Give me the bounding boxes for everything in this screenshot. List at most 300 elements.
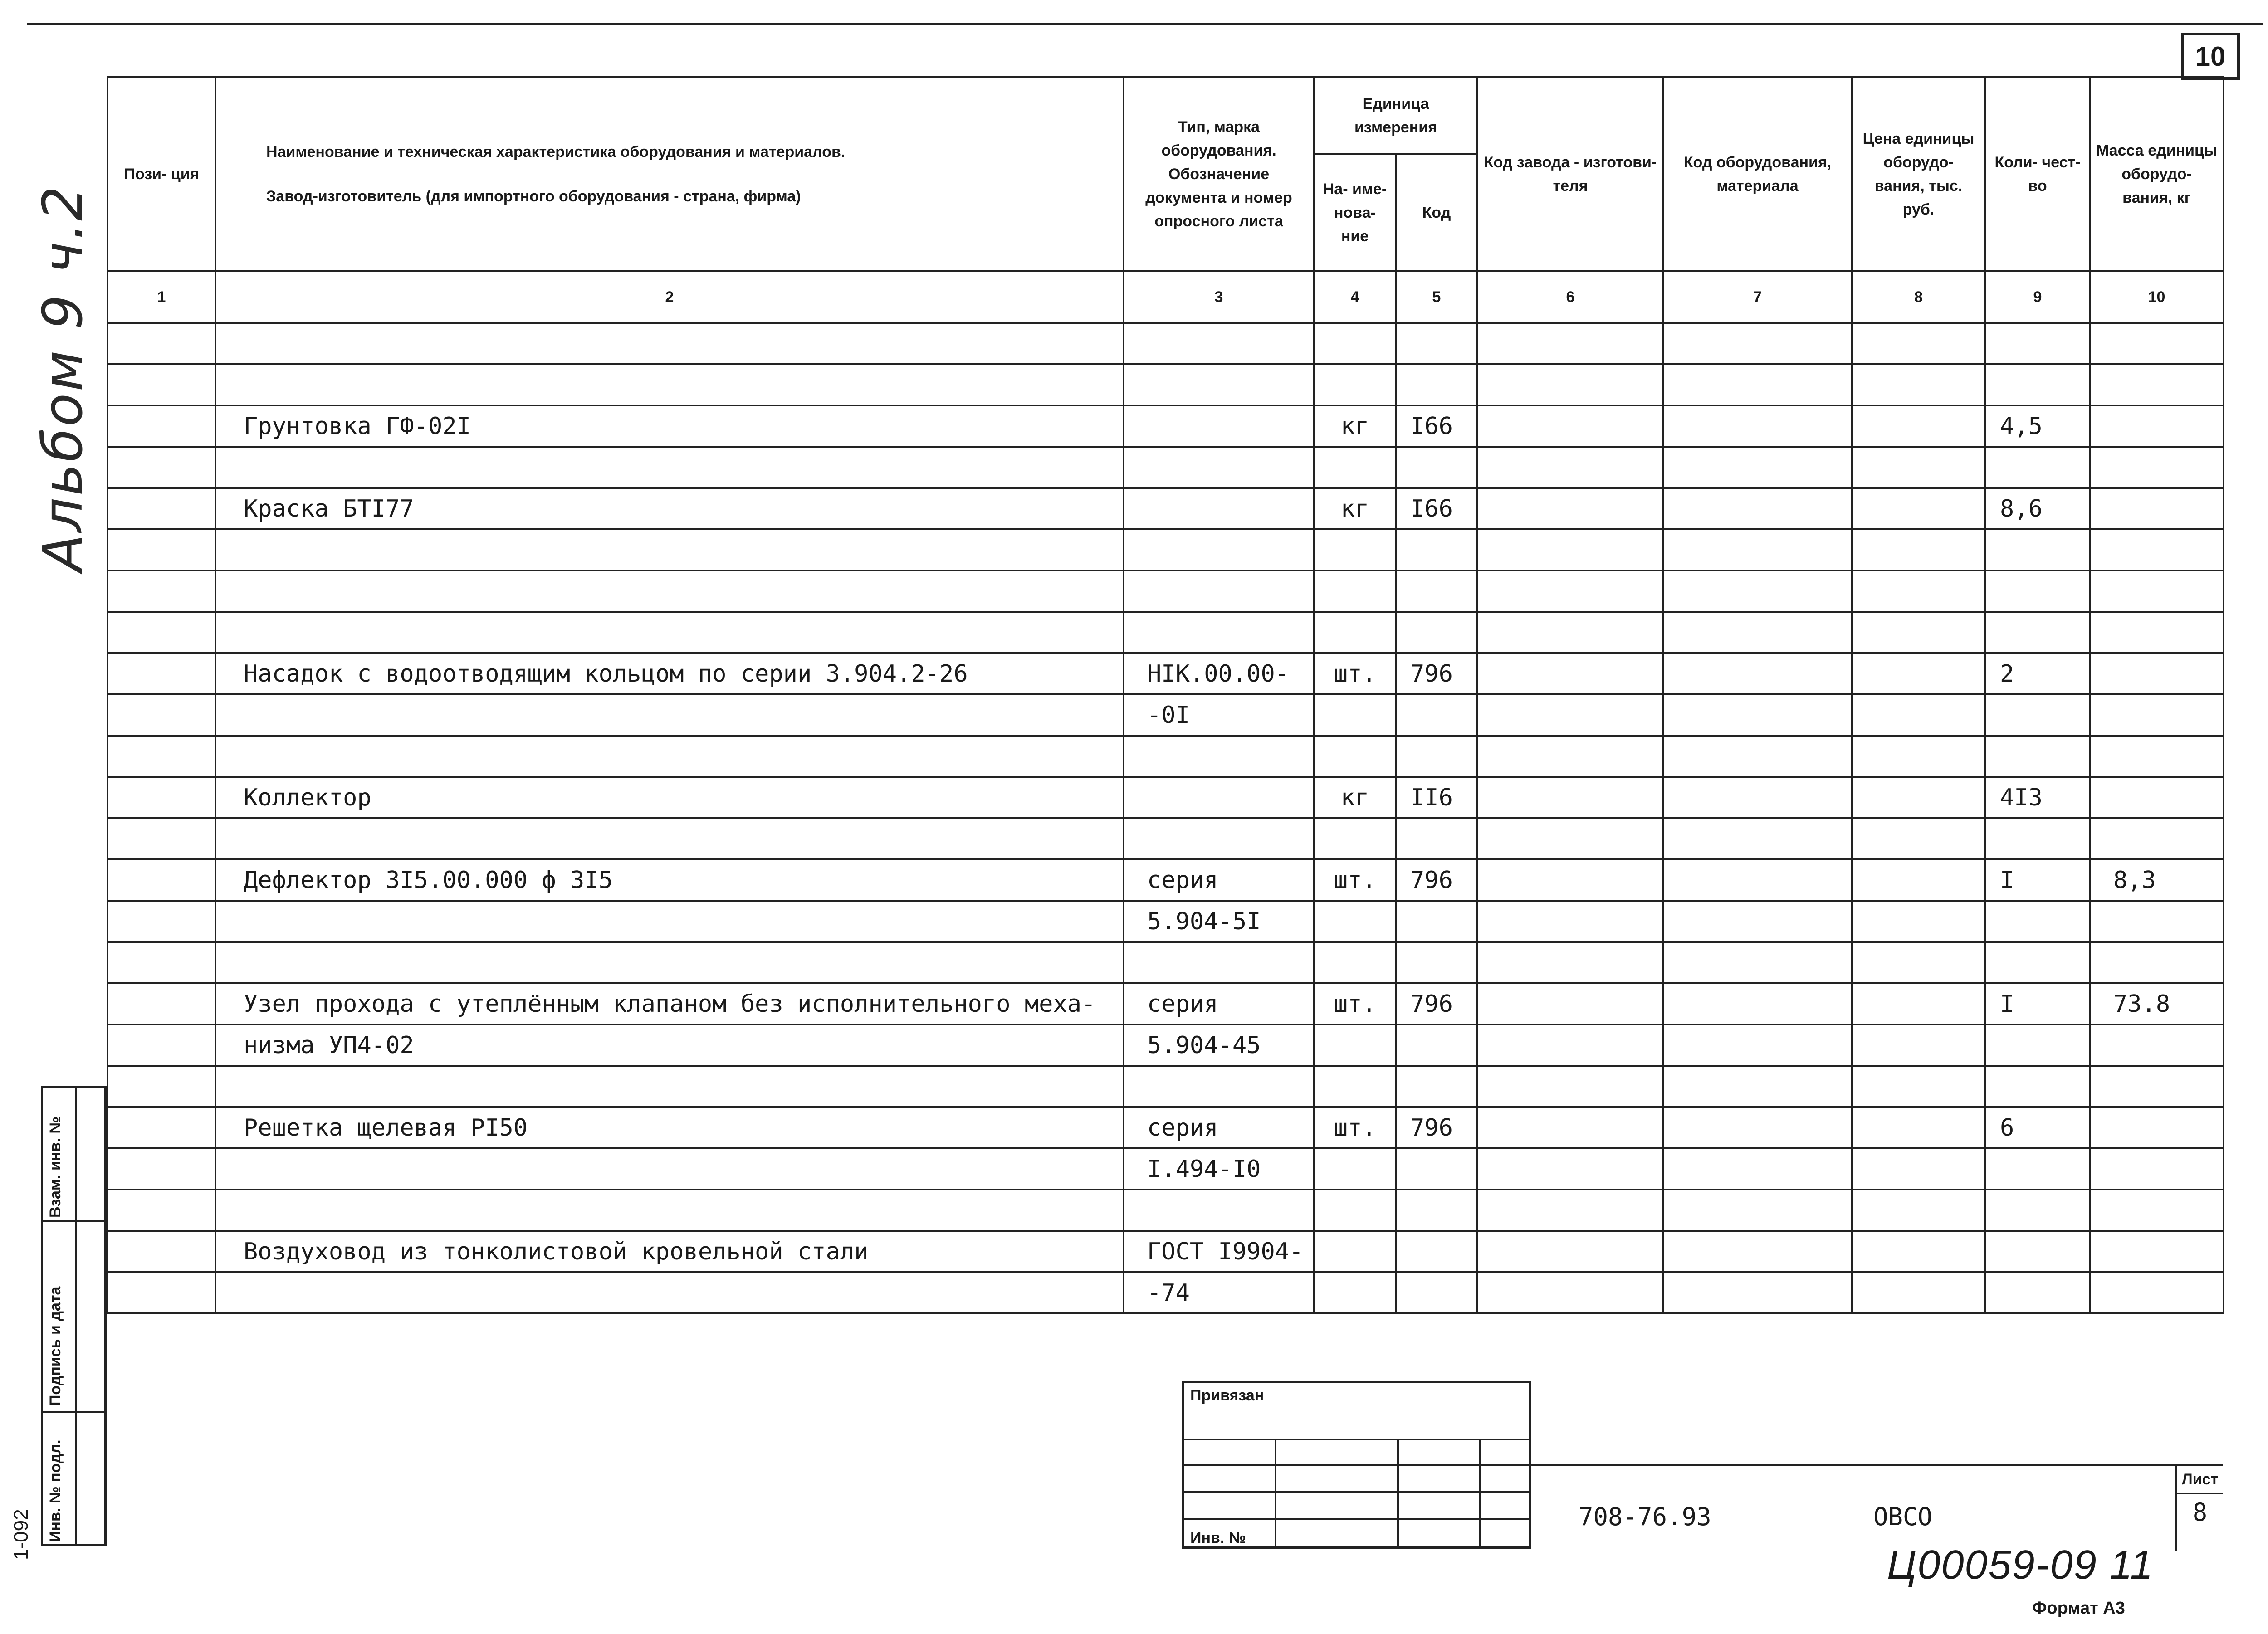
cell-name xyxy=(215,736,1124,777)
cell-mass: 8,3 xyxy=(2090,859,2224,901)
cell-quantity xyxy=(1985,942,2090,983)
cell-factory-code xyxy=(1477,1107,1663,1148)
cell-name: Решетка щелевая PI50 xyxy=(215,1107,1124,1148)
cell-name xyxy=(215,529,1124,571)
cell-type xyxy=(1124,1190,1314,1231)
edge-note: 1-092 xyxy=(10,1509,32,1560)
cell-quantity: I xyxy=(1985,859,2090,901)
title-block xyxy=(1531,1464,2223,1549)
cell-position xyxy=(108,777,215,818)
cell-quantity xyxy=(1985,612,2090,653)
cell-quantity xyxy=(1985,323,2090,364)
top-border-line xyxy=(27,23,2263,25)
cell-unit-code: I66 xyxy=(1396,488,1477,529)
cell-unit-name: кг xyxy=(1314,405,1396,447)
column-number: 2 xyxy=(215,271,1124,323)
cell-price xyxy=(1852,1272,1985,1313)
header-mass: Масса единицы оборудо- вания, кг xyxy=(2090,77,2224,271)
cell-unit-code: 796 xyxy=(1396,1107,1477,1148)
cell-mass xyxy=(2090,364,2224,405)
cell-position xyxy=(108,653,215,694)
cell-factory-code xyxy=(1477,942,1663,983)
cell-type: ГОСТ I9904- xyxy=(1124,1231,1314,1272)
cell-mass xyxy=(2090,1107,2224,1148)
table-row xyxy=(108,529,2224,571)
cell-quantity xyxy=(1985,818,2090,859)
table-row xyxy=(108,612,2224,653)
cell-mass xyxy=(2090,529,2224,571)
column-number: 6 xyxy=(1477,271,1663,323)
album-note: Альбом 9 ч.2 xyxy=(32,184,95,571)
cell-price xyxy=(1852,694,1985,736)
cell-type: 5.904-5I xyxy=(1124,901,1314,942)
cell-unit-code xyxy=(1396,612,1477,653)
cell-price xyxy=(1852,736,1985,777)
cell-factory-code xyxy=(1477,983,1663,1024)
cell-position xyxy=(108,859,215,901)
cell-quantity xyxy=(1985,1272,2090,1313)
cell-factory-code xyxy=(1477,571,1663,612)
cell-mass xyxy=(2090,1190,2224,1231)
cell-price xyxy=(1852,571,1985,612)
cell-mass xyxy=(2090,653,2224,694)
cell-unit-name: шт. xyxy=(1314,653,1396,694)
cell-equipment-code xyxy=(1663,447,1852,488)
cell-unit-name xyxy=(1314,694,1396,736)
cell-unit-code xyxy=(1396,323,1477,364)
cell-unit-name xyxy=(1314,818,1396,859)
cell-type xyxy=(1124,488,1314,529)
cell-equipment-code xyxy=(1663,1107,1852,1148)
cell-unit-code xyxy=(1396,529,1477,571)
cell-factory-code xyxy=(1477,1231,1663,1272)
cell-price xyxy=(1852,1066,1985,1107)
cell-unit-name: кг xyxy=(1314,488,1396,529)
cell-price xyxy=(1852,777,1985,818)
cell-unit-code: 796 xyxy=(1396,653,1477,694)
column-number: 10 xyxy=(2090,271,2224,323)
cell-name xyxy=(215,694,1124,736)
cell-mass xyxy=(2090,736,2224,777)
cell-name xyxy=(215,901,1124,942)
cell-name xyxy=(215,1272,1124,1313)
cell-position xyxy=(108,571,215,612)
cell-equipment-code xyxy=(1663,612,1852,653)
table-row xyxy=(108,901,2224,942)
cell-type: серия xyxy=(1124,983,1314,1024)
cell-equipment-code xyxy=(1663,983,1852,1024)
cell-position xyxy=(108,1272,215,1313)
cell-equipment-code xyxy=(1663,1272,1852,1313)
cell-position xyxy=(108,694,215,736)
cell-mass xyxy=(2090,1066,2224,1107)
header-price: Цена единицы оборудо- вания, тыс. руб. xyxy=(1852,77,1985,271)
cell-price xyxy=(1852,1148,1985,1190)
cell-unit-name xyxy=(1314,364,1396,405)
cell-name xyxy=(215,571,1124,612)
column-number: 4 xyxy=(1314,271,1396,323)
header-name-line1: Наименование и техническая характеристика оборудования и материалов. xyxy=(266,143,846,161)
cell-factory-code xyxy=(1477,1148,1663,1190)
cell-type xyxy=(1124,364,1314,405)
binding-divider xyxy=(1397,1440,1399,1549)
cell-name xyxy=(215,612,1124,653)
cell-type: серия xyxy=(1124,859,1314,901)
cell-unit-name xyxy=(1314,1231,1396,1272)
cell-equipment-code xyxy=(1663,736,1852,777)
cell-position xyxy=(108,405,215,447)
sheet-box xyxy=(2175,1466,2223,1551)
cell-price xyxy=(1852,942,1985,983)
cell-unit-code: 796 xyxy=(1396,983,1477,1024)
column-number: 9 xyxy=(1985,271,2090,323)
cell-mass xyxy=(2090,901,2224,942)
cell-mass xyxy=(2090,694,2224,736)
cell-equipment-code xyxy=(1663,942,1852,983)
cell-position xyxy=(108,1024,215,1066)
cell-name: Дефлектор 3I5.00.000 ф 3I5 xyxy=(215,859,1124,901)
column-number: 8 xyxy=(1852,271,1985,323)
cell-factory-code xyxy=(1477,653,1663,694)
cell-price xyxy=(1852,529,1985,571)
stamp-label-replaced-inv: Взам. инв. № xyxy=(47,1116,64,1218)
column-number: 7 xyxy=(1663,271,1852,323)
stamp-label-signature-date: Подпись и дата xyxy=(47,1286,64,1406)
cell-quantity xyxy=(1985,736,2090,777)
cell-unit-code xyxy=(1396,1148,1477,1190)
cell-unit-code xyxy=(1396,736,1477,777)
page-number-box: 10 xyxy=(2181,33,2240,80)
cell-mass xyxy=(2090,612,2224,653)
header-name-line2: Завод-изготовитель (для импортного оборудования - страна, фирма) xyxy=(266,188,801,205)
cell-type xyxy=(1124,323,1314,364)
cell-factory-code xyxy=(1477,818,1663,859)
cell-name: Воздуховод из тонколистовой кровельной стали xyxy=(215,1231,1124,1272)
table-row xyxy=(108,736,2224,777)
cell-quantity xyxy=(1985,1148,2090,1190)
cell-name xyxy=(215,818,1124,859)
cell-unit-code xyxy=(1396,1190,1477,1231)
specification-table xyxy=(107,76,2224,1314)
cell-quantity xyxy=(1985,1066,2090,1107)
cell-price xyxy=(1852,364,1985,405)
cell-position xyxy=(108,1107,215,1148)
cell-factory-code xyxy=(1477,901,1663,942)
cell-equipment-code xyxy=(1663,1024,1852,1066)
cell-factory-code xyxy=(1477,1024,1663,1066)
cell-name xyxy=(215,1066,1124,1107)
cell-type xyxy=(1124,529,1314,571)
cell-mass xyxy=(2090,447,2224,488)
table-row xyxy=(108,1107,2224,1148)
cell-factory-code xyxy=(1477,736,1663,777)
cell-equipment-code xyxy=(1663,653,1852,694)
cell-position xyxy=(108,364,215,405)
table-row xyxy=(108,571,2224,612)
header-unit-group: Единица измерения xyxy=(1314,77,1477,154)
table-row xyxy=(108,1066,2224,1107)
cell-name: Насадок с водоотводящим кольцом по серии 3.904.2-26 xyxy=(215,653,1124,694)
cell-unit-name xyxy=(1314,571,1396,612)
cell-unit-name xyxy=(1314,1066,1396,1107)
cell-factory-code xyxy=(1477,694,1663,736)
cell-name xyxy=(215,942,1124,983)
table-row xyxy=(108,364,2224,405)
cell-position xyxy=(108,736,215,777)
cell-price xyxy=(1852,1231,1985,1272)
cell-quantity xyxy=(1985,447,2090,488)
table-row xyxy=(108,488,2224,529)
cell-quantity: 4I3 xyxy=(1985,777,2090,818)
cell-position xyxy=(108,488,215,529)
approval-stamp xyxy=(41,1086,107,1546)
cell-quantity: I xyxy=(1985,983,2090,1024)
header-unit-name: На- име- нова- ние xyxy=(1314,154,1396,271)
cell-type xyxy=(1124,1066,1314,1107)
table-row xyxy=(108,447,2224,488)
table-row xyxy=(108,1272,2224,1313)
cell-type: -74 xyxy=(1124,1272,1314,1313)
table-row xyxy=(108,653,2224,694)
sheet-value: 8 xyxy=(2192,1498,2208,1527)
cell-position xyxy=(108,1190,215,1231)
cell-type: -0I xyxy=(1124,694,1314,736)
cell-equipment-code xyxy=(1663,529,1852,571)
table-row xyxy=(108,1148,2224,1190)
binding-line xyxy=(1184,1491,1529,1493)
table-row xyxy=(108,859,2224,901)
cell-position xyxy=(108,1231,215,1272)
cell-factory-code xyxy=(1477,1066,1663,1107)
document-number: 708-76.93 xyxy=(1579,1502,1711,1531)
cell-price xyxy=(1852,818,1985,859)
cell-factory-code xyxy=(1477,777,1663,818)
cell-price xyxy=(1852,612,1985,653)
cell-type xyxy=(1124,405,1314,447)
cell-price xyxy=(1852,1107,1985,1148)
header-factory-code: Код завода - изготови- теля xyxy=(1477,77,1663,271)
cell-mass: 73.8 xyxy=(2090,983,2224,1024)
cell-unit-code xyxy=(1396,364,1477,405)
cell-equipment-code xyxy=(1663,901,1852,942)
cell-quantity: 2 xyxy=(1985,653,2090,694)
cell-position xyxy=(108,818,215,859)
cell-factory-code xyxy=(1477,859,1663,901)
cell-price xyxy=(1852,653,1985,694)
cell-price xyxy=(1852,1024,1985,1066)
cell-name xyxy=(215,447,1124,488)
table-row xyxy=(108,777,2224,818)
cell-unit-name xyxy=(1314,1190,1396,1231)
cell-factory-code xyxy=(1477,612,1663,653)
cell-quantity: 8,6 xyxy=(1985,488,2090,529)
cell-unit-name xyxy=(1314,612,1396,653)
cell-name: Краска БТI77 xyxy=(215,488,1124,529)
cell-unit-name xyxy=(1314,447,1396,488)
cell-position xyxy=(108,1148,215,1190)
cell-factory-code xyxy=(1477,488,1663,529)
cell-type xyxy=(1124,736,1314,777)
cell-unit-code xyxy=(1396,1066,1477,1107)
cell-unit-name xyxy=(1314,1148,1396,1190)
cell-name: Коллектор xyxy=(215,777,1124,818)
cell-unit-name: кг xyxy=(1314,777,1396,818)
cell-type: I.494-I0 xyxy=(1124,1148,1314,1190)
cell-type xyxy=(1124,612,1314,653)
cell-mass xyxy=(2090,488,2224,529)
cell-equipment-code xyxy=(1663,1190,1852,1231)
cell-unit-name: шт. xyxy=(1314,983,1396,1024)
cell-type: серия xyxy=(1124,1107,1314,1148)
cell-quantity: 4,5 xyxy=(1985,405,2090,447)
cell-position xyxy=(108,901,215,942)
cell-type xyxy=(1124,447,1314,488)
cell-quantity xyxy=(1985,529,2090,571)
cell-mass xyxy=(2090,405,2224,447)
cell-type xyxy=(1124,777,1314,818)
binding-line xyxy=(1184,1464,1529,1466)
cell-equipment-code xyxy=(1663,818,1852,859)
cell-factory-code xyxy=(1477,364,1663,405)
cell-equipment-code xyxy=(1663,777,1852,818)
header-quantity: Коли- чест- во xyxy=(1985,77,2090,271)
binding-divider xyxy=(1275,1440,1276,1549)
cell-name: низма УП4-02 xyxy=(215,1024,1124,1066)
cell-equipment-code xyxy=(1663,364,1852,405)
cell-unit-name xyxy=(1314,736,1396,777)
cell-name xyxy=(215,364,1124,405)
cell-unit-code: II6 xyxy=(1396,777,1477,818)
cell-unit-code xyxy=(1396,1024,1477,1066)
table-row xyxy=(108,818,2224,859)
cell-position xyxy=(108,983,215,1024)
cell-equipment-code xyxy=(1663,1148,1852,1190)
cell-unit-code: I66 xyxy=(1396,405,1477,447)
cell-price xyxy=(1852,983,1985,1024)
cell-mass xyxy=(2090,323,2224,364)
header-position: Пози- ция xyxy=(108,77,215,271)
cell-unit-code xyxy=(1396,447,1477,488)
cell-mass xyxy=(2090,1148,2224,1190)
cell-name xyxy=(215,1148,1124,1190)
cell-price xyxy=(1852,901,1985,942)
binding-line xyxy=(1184,1439,1529,1440)
cell-factory-code xyxy=(1477,405,1663,447)
cell-quantity xyxy=(1985,1024,2090,1066)
cell-unit-name xyxy=(1314,1024,1396,1066)
cell-unit-code xyxy=(1396,571,1477,612)
cell-unit-name: шт. xyxy=(1314,1107,1396,1148)
cell-position xyxy=(108,323,215,364)
cell-position xyxy=(108,612,215,653)
header-type: Тип, марка оборудования. Обозначение документа и номер опросного листа xyxy=(1124,77,1314,271)
cell-equipment-code xyxy=(1663,1066,1852,1107)
binding-line xyxy=(1184,1518,1529,1520)
format-label: Формат А3 xyxy=(2032,1599,2125,1618)
cell-equipment-code xyxy=(1663,694,1852,736)
cell-type: НIК.00.00- xyxy=(1124,653,1314,694)
cell-mass xyxy=(2090,777,2224,818)
cell-type xyxy=(1124,942,1314,983)
cell-mass xyxy=(2090,1272,2224,1313)
cell-name: Грунтовка ГФ-02I xyxy=(215,405,1124,447)
column-number: 3 xyxy=(1124,271,1314,323)
cell-equipment-code xyxy=(1663,859,1852,901)
cell-factory-code xyxy=(1477,323,1663,364)
archive-number: Ц00059-09 11 xyxy=(1887,1542,2154,1588)
cell-factory-code xyxy=(1477,529,1663,571)
cell-factory-code xyxy=(1477,1272,1663,1313)
table-row xyxy=(108,405,2224,447)
sheet-label: Лист xyxy=(2177,1466,2223,1494)
cell-unit-code xyxy=(1396,694,1477,736)
cell-mass xyxy=(2090,1024,2224,1066)
cell-unit-name xyxy=(1314,942,1396,983)
cell-quantity xyxy=(1985,364,2090,405)
header-unit-code: Код xyxy=(1396,154,1477,271)
cell-unit-code xyxy=(1396,1231,1477,1272)
cell-type xyxy=(1124,818,1314,859)
cell-unit-name xyxy=(1314,529,1396,571)
column-number-row xyxy=(108,271,2224,323)
cell-equipment-code xyxy=(1663,323,1852,364)
cell-equipment-code xyxy=(1663,571,1852,612)
cell-factory-code xyxy=(1477,447,1663,488)
cell-type xyxy=(1124,571,1314,612)
cell-position xyxy=(108,1066,215,1107)
binding-divider xyxy=(1479,1440,1481,1549)
cell-type: 5.904-45 xyxy=(1124,1024,1314,1066)
header-name xyxy=(215,77,1124,271)
table-row xyxy=(108,983,2224,1024)
cell-position xyxy=(108,447,215,488)
cell-price xyxy=(1852,323,1985,364)
cell-quantity xyxy=(1985,1231,2090,1272)
cell-price xyxy=(1852,405,1985,447)
cell-price xyxy=(1852,1190,1985,1231)
cell-mass xyxy=(2090,571,2224,612)
cell-price xyxy=(1852,859,1985,901)
cell-unit-name xyxy=(1314,323,1396,364)
cell-name xyxy=(215,1190,1124,1231)
cell-unit-name: шт. xyxy=(1314,859,1396,901)
cell-equipment-code xyxy=(1663,405,1852,447)
binding-block xyxy=(1182,1381,1531,1549)
cell-unit-code xyxy=(1396,818,1477,859)
table-row xyxy=(108,1231,2224,1272)
column-number: 1 xyxy=(108,271,215,323)
cell-position xyxy=(108,942,215,983)
table-row xyxy=(108,1024,2224,1066)
cell-unit-code: 796 xyxy=(1396,859,1477,901)
cell-quantity: 6 xyxy=(1985,1107,2090,1148)
cell-mass xyxy=(2090,1231,2224,1272)
table-row xyxy=(108,942,2224,983)
cell-unit-code xyxy=(1396,901,1477,942)
cell-name xyxy=(215,323,1124,364)
table-row xyxy=(108,1190,2224,1231)
cell-name: Узел прохода с утеплённым клапаном без исполнительного меха- xyxy=(215,983,1124,1024)
stamp-label-original-inv: Инв. № подл. xyxy=(47,1439,64,1542)
cell-quantity xyxy=(1985,901,2090,942)
cell-position xyxy=(108,529,215,571)
cell-quantity xyxy=(1985,694,2090,736)
binding-inv-label: Инв. № xyxy=(1190,1529,1246,1546)
cell-unit-code xyxy=(1396,1272,1477,1313)
table-row xyxy=(108,694,2224,736)
cell-factory-code xyxy=(1477,1190,1663,1231)
cell-mass xyxy=(2090,818,2224,859)
